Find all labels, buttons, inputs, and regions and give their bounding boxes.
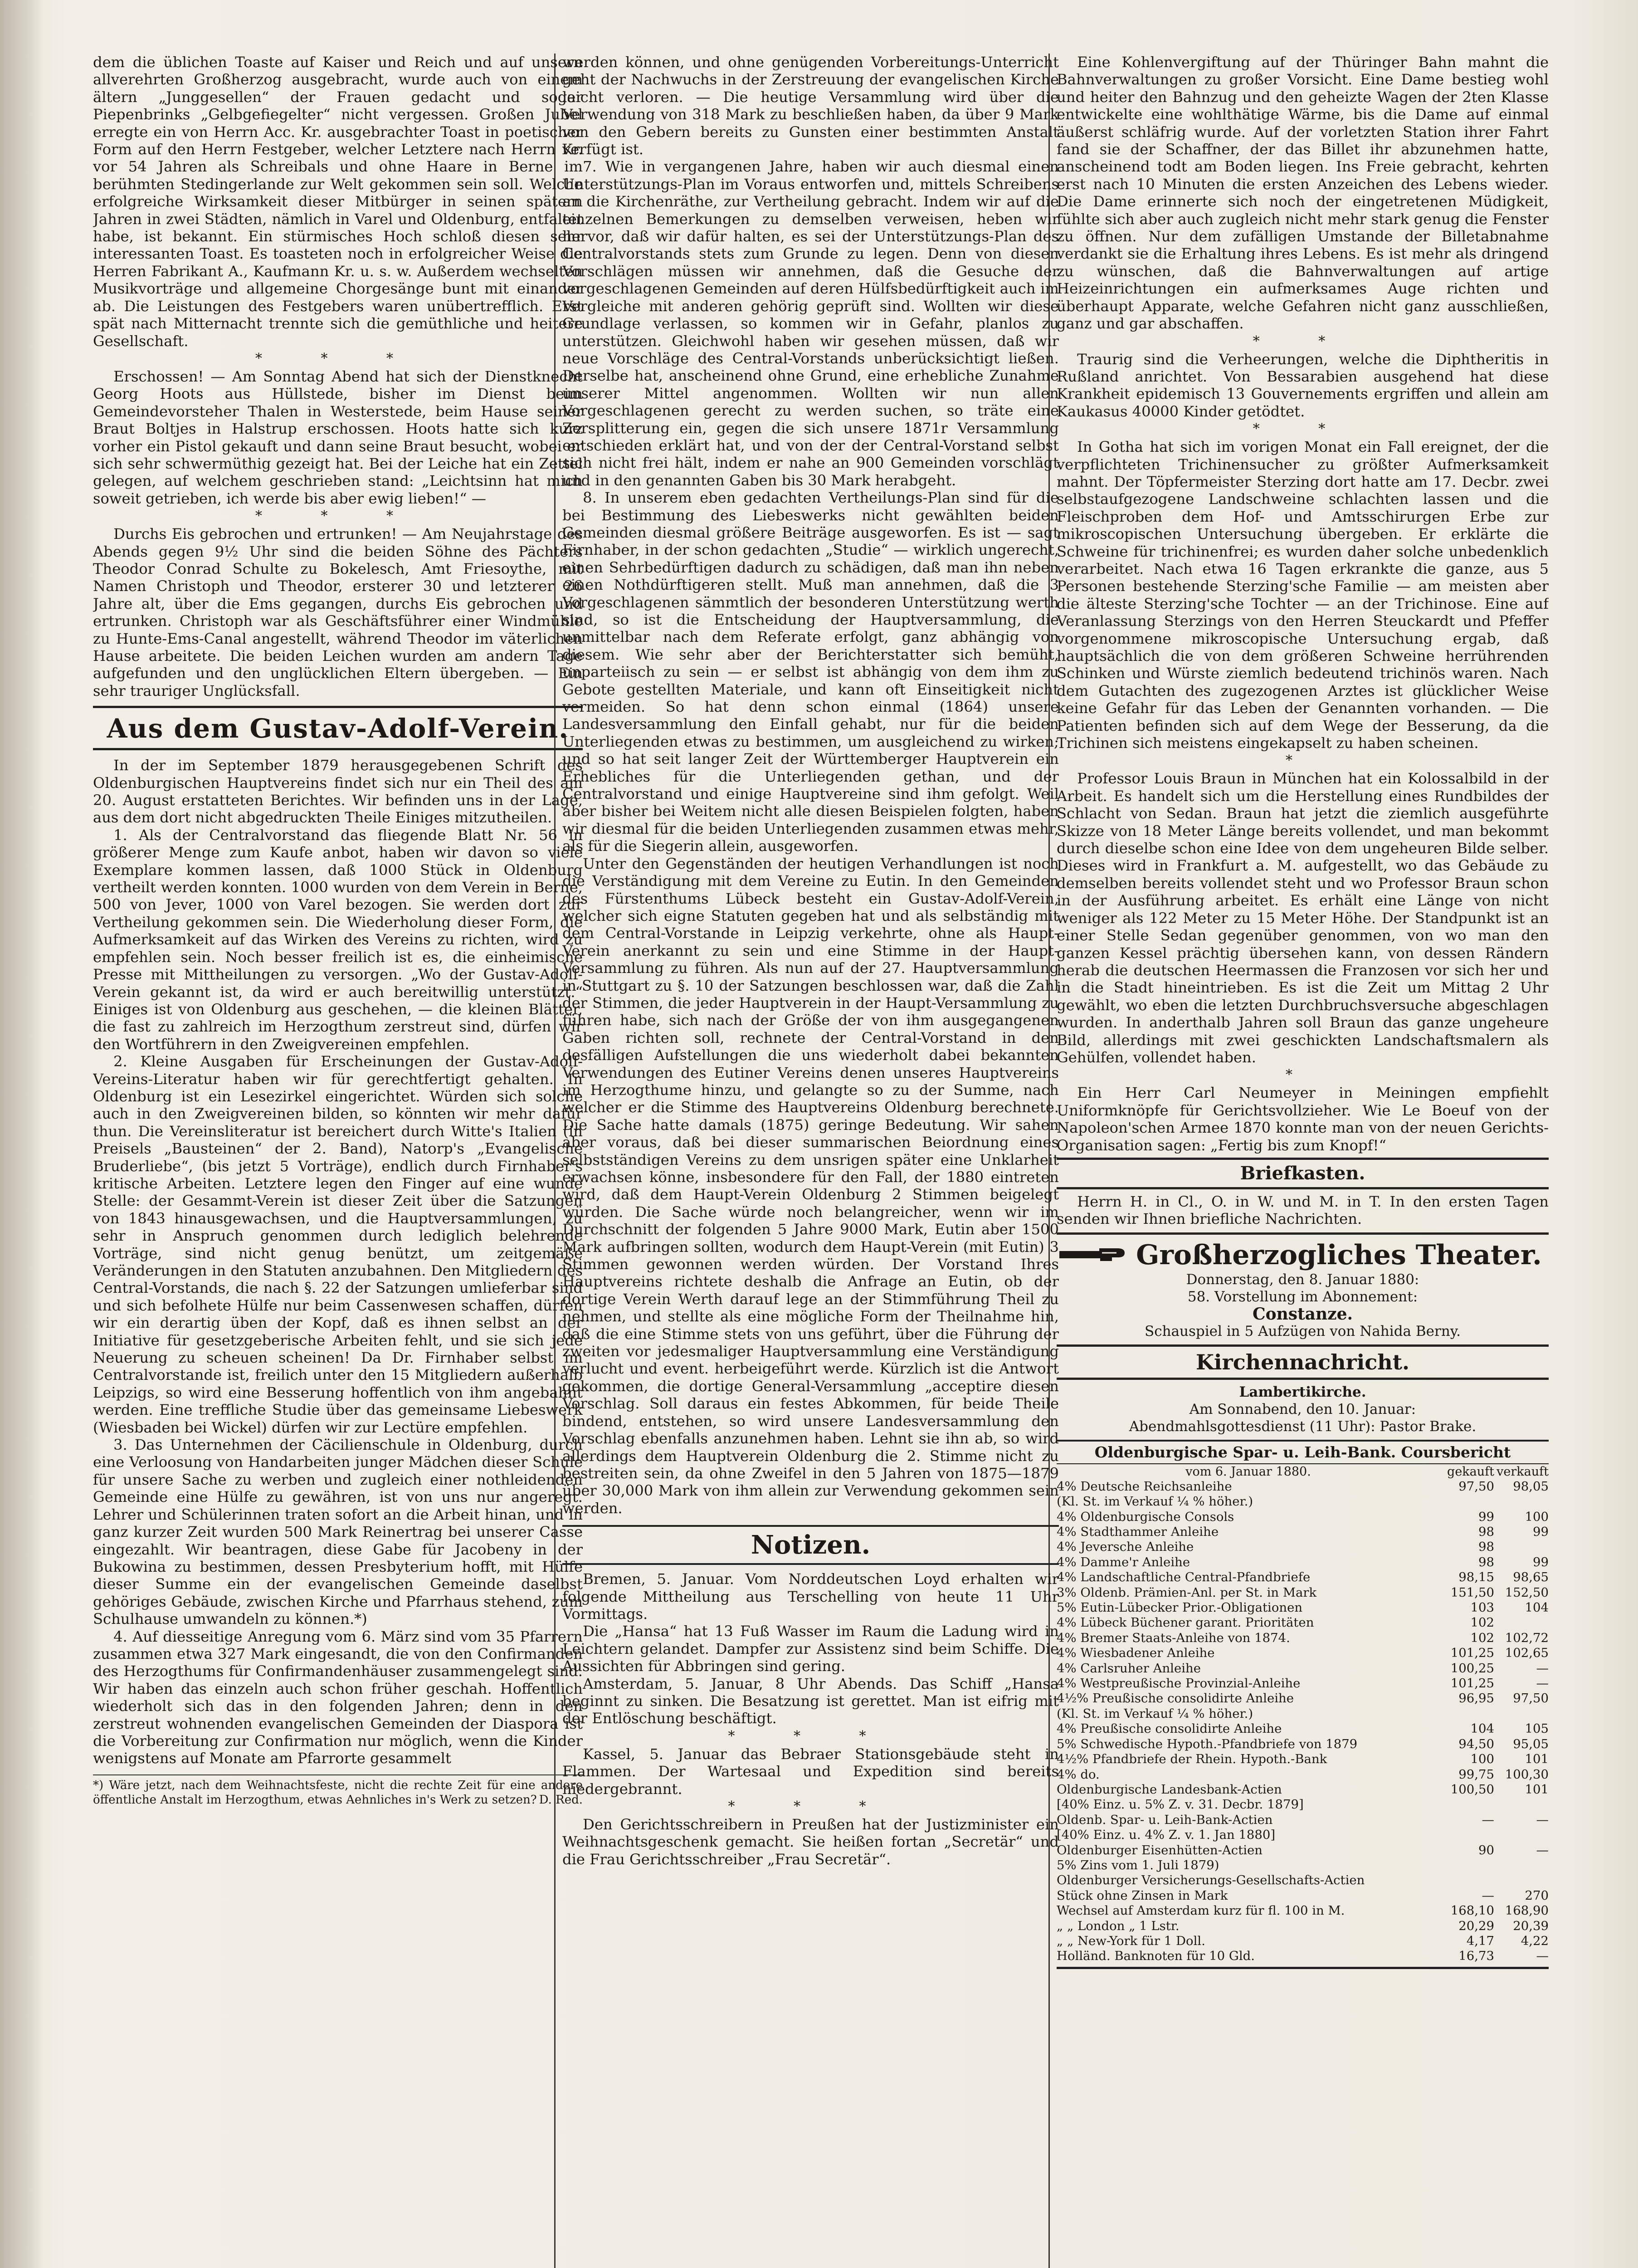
- coursbericht-bought-price: 100: [1470, 1752, 1494, 1767]
- coursbericht-security: (Kl. St. im Verkauf ¼ % höher.): [1057, 1706, 1253, 1721]
- article-kohlenvergiftung: Eine Kohlenvergiftung auf der Thüringer Bahn mahnt die Bahnverwaltungen zu großer Vorsicht. Eine Dame bestieg wohl und heiter den Bahnzug und den geheizte Wagen der 2ten Klasse entwickelte eine wohlthätige Wärme, bis die Dame auf einmal äußerst schläfrig wurde. Auf der vorletzten Station ihrer Fahrt fand sie der Schaffner, der das Billet ihr abzunehmen hatte, anscheinend todt am Boden liegen. Ins Freie gebracht, kehrten erst nach 10 Minuten die ersten Anzeichen des Lebens wieder. Die Dame erinnerte sich noch der eingetretenen Müdigkeit, fühlte sich aber auch zugleich nicht mehr stark genug die Fenster zu öffnen. Nur dem zufälligen Umstande der Billetabnahme verdankt sie die Erhaltung ihres Lebens. Es ist mehr als dringend zu wünschen, daß die Bahnverwaltungen auf artige Heizeinrichtungen ein aufmerksames Auge richten und überhaupt Apparate, welche Gefahren nicht ganz ausschließen, ganz und gar abschaffen.: [1057, 54, 1549, 332]
- coursbericht-row: [1057, 1706, 1549, 1721]
- coursbericht-bought-price: 98,15: [1458, 1570, 1494, 1585]
- kirchen-service: Abendmahlsgottesdienst (11 Uhr): Pastor Brake.: [1129, 1418, 1477, 1435]
- column-middle: [562, 54, 1059, 2268]
- coursbericht-sold-price: 99: [1533, 1554, 1549, 1569]
- coursbericht-row: [1057, 1873, 1549, 1888]
- coursbericht-row: [1057, 1691, 1549, 1706]
- coursbericht-row: [1057, 1797, 1549, 1812]
- coursbericht-bought-price: 98: [1478, 1554, 1494, 1569]
- coursbericht-bought-price: 101,25: [1450, 1676, 1494, 1691]
- coursbericht-security: Oldenb. Spar- u. Leih-Bank-Actien: [1057, 1812, 1273, 1827]
- coursbericht-bought-price: —: [1482, 1812, 1494, 1827]
- coursbericht-row: [1057, 1888, 1549, 1903]
- separator-stars: * * *: [255, 508, 421, 524]
- theater-play-info: Schauspiel in 5 Aufzügen von Nahida Berny.: [1144, 1323, 1461, 1339]
- coursbericht-sold-price: —: [1536, 1949, 1549, 1964]
- coursbericht-sold-price: 102,65: [1505, 1646, 1549, 1661]
- kirchen-date: Am Sonnabend, den 10. Januar:: [1189, 1401, 1416, 1418]
- coursbericht-row: [1057, 1858, 1549, 1873]
- coursbericht-bought-price: 103: [1470, 1600, 1494, 1615]
- coursbericht-row: [1057, 1813, 1549, 1828]
- kirchen-church: Lambertikirche.: [1239, 1383, 1366, 1400]
- coursbericht-security: (Kl. St. im Verkauf ¼ % höher.): [1057, 1494, 1253, 1509]
- coursbericht-bought-price: 151,50: [1450, 1585, 1494, 1600]
- notice-hansa: Die „Hansa“ hat 13 Fuß Wasser im Raum die Ladung wird in Leichtern gelandet. Dampfer zur Assistenz sind beim Schiffe. Die Aussichten für Abbringen sind gering.: [562, 1623, 1059, 1675]
- coursbericht-security: [40% Einz. u. 4% Z. v. 1. Jan 1880]: [1057, 1828, 1276, 1843]
- notice-kassel: Kassel, 5. Januar das Bebraer Stationsgebäude steht in Flammen. Der Wartesaal und Expedition sind bereits niedergebrannt.: [562, 1745, 1059, 1798]
- separator-stars: * * *: [728, 1799, 893, 1814]
- article-paragraph: 4. Auf diesseitige Anregung vom 6. März sind vom 35 Pfarrern zusammen etwa 327 Mark eingesandt, die von den Confirmanden des Herzogthums für Confirmandenhäuser zusammengelegt sind. Wir haben das einzeln auch schon früher geschah. Hoffentlich wiederholt sich das in den folgenden Jahren; denn in den zerstreut wohnenden evangelischen Gemeinden der Diaspora ist die Vorbereitung zur Confirmation nur möglich, wenn die Kinder wenigstens auf Monate am Pfarrorte gesammelt: [93, 1628, 583, 1767]
- coursbericht-row: [1057, 1615, 1549, 1630]
- coursbericht-row: [1057, 1525, 1549, 1540]
- coursbericht-security: Holländ. Banknoten für 10 Gld.: [1057, 1949, 1255, 1964]
- article-erschossen: Erschossen! — Am Sonntag Abend hat sich der Dienstknecht Georg Hoots aus Hüllstede, bisher im Dienst beim Gemeindevorsteher Thalen in Westerstede, beim Hause seiner Braut Boltjes in Halstrup erschossen. Hoots hatte sich kurz vorher ein Pistol gekauft und dann seine Braut besucht, wobei er sich sehr schwermüthig gezeigt hat. Bei der Leiche hat ein Zettel gelegen, auf welchem geschrieben stand: „Leichtsinn hat mich soweit getrieben, ich werde bis aber ewig lieben!“ —: [93, 367, 583, 507]
- coursbericht-security: 4% Carlsruher Anleihe: [1057, 1661, 1201, 1676]
- article-diphtheritis: Traurig sind die Verheerungen, welche die Diphtheritis in Rußland anrichtet. Von Bessarabien ausgehend hat diese Krankheit epidemisch 13 Gouvernements ergriffen und allein am Kaukasus 40000 Kinder getödtet.: [1057, 350, 1549, 420]
- coursbericht-bought-price: 20,29: [1458, 1918, 1494, 1933]
- coursbericht-sold-price: 20,39: [1513, 1918, 1549, 1933]
- notice-amsterdam: Amsterdam, 5. Januar, 8 Uhr Abends. Das Schiff „Hansa beginnt zu sinken. Die Besatzung ist gerettet. Man ist eifrig mit der Entlöschung beschäftigt.: [562, 1675, 1059, 1727]
- coursbericht-row: [1057, 1479, 1549, 1494]
- coursbericht-bought-price: 97,50: [1458, 1479, 1494, 1494]
- theater-announcement: [1057, 1232, 1549, 1340]
- coursbericht-security: „ „ London „ 1 Lstr.: [1057, 1918, 1180, 1933]
- coursbericht-bought-price: 100,25: [1450, 1661, 1494, 1676]
- coursbericht-row: [1057, 1540, 1549, 1554]
- coursbericht-sold-price: 101: [1525, 1752, 1549, 1767]
- coursbericht-row: [1057, 1737, 1549, 1752]
- page-binding-edge: [0, 0, 43, 2268]
- coursbericht-bought-price: 168,10: [1450, 1903, 1494, 1918]
- notizen-heading: Notizen.: [562, 1525, 1059, 1565]
- coursbericht-row: [1057, 1661, 1549, 1676]
- article-uniformknoepfe: Ein Herr Carl Neumeyer in Meiningen empfiehlt Uniformknöpfe für Gerichtsvollzieher. Wie Le Boeuf von der Napoleon'schen Armee 1870 konnte man von der neuen Gerichts-Organisation sagen: „Fertig bis zum Knopf!“: [1057, 1084, 1549, 1154]
- coursbericht-security: „ „ New-York für 1 Doll.: [1057, 1933, 1205, 1948]
- coursbericht-sold-price: [1494, 1828, 1549, 1843]
- coursbericht-row: [1057, 1721, 1549, 1736]
- coursbericht-col-bought: gekauft: [1447, 1464, 1494, 1479]
- coursbericht-bought-price: 4,17: [1466, 1933, 1494, 1948]
- notice-bremen: Bremen, 5. Januar. Vom Norddeutschen Loyd erhalten wir folgende Mittheilung aus Terschelling von heute 11 Uhr Vormittags.: [562, 1570, 1059, 1623]
- coursbericht-bought-price: [1440, 1706, 1494, 1721]
- separator-stars: * * *: [255, 350, 421, 367]
- coursbericht-row: [1057, 1919, 1549, 1934]
- coursbericht-row: [1057, 1782, 1549, 1797]
- coursbericht-security: 4% Bremer Staats-Anleihe von 1874.: [1057, 1630, 1290, 1645]
- coursbericht-row: [1057, 1752, 1549, 1767]
- coursbericht-bought-price: [1440, 1858, 1494, 1873]
- coursbericht-security: Oldenburgische Landesbank-Actien: [1057, 1782, 1282, 1797]
- coursbericht-row: [1057, 1949, 1549, 1964]
- coursbericht-bought-price: [1440, 1828, 1494, 1843]
- coursbericht-sold-price: 95,05: [1513, 1736, 1549, 1751]
- coursbericht-sold-price: [1494, 1797, 1549, 1812]
- coursbericht-sold-price: [1494, 1494, 1549, 1509]
- section-heading: [93, 706, 583, 750]
- coursbericht-row: [1057, 1843, 1549, 1858]
- coursbericht-sold-price: 100,30: [1505, 1767, 1549, 1782]
- column-right: [1057, 54, 1549, 2268]
- coursbericht-col-sold: verkauft: [1497, 1464, 1549, 1479]
- section-heading-text: Aus dem Gustav-Adolf-Verein.: [107, 713, 569, 744]
- coursbericht-row: [1057, 1510, 1549, 1525]
- coursbericht-bought-price: 101,25: [1450, 1646, 1494, 1661]
- coursbericht-table: [1057, 1440, 1549, 1969]
- coursbericht-security: Wechsel auf Amsterdam kurz für fl. 100 in M.: [1057, 1903, 1345, 1918]
- kirchen-heading: Kirchennachricht.: [1057, 1344, 1549, 1380]
- coursbericht-bought-price: 98: [1478, 1540, 1494, 1554]
- coursbericht-security: 5% Zins vom 1. Juli 1879): [1057, 1857, 1219, 1872]
- coursbericht-security: 4% Preußische consolidirte Anleihe: [1057, 1721, 1282, 1736]
- separator-stars: * *: [1253, 421, 1353, 437]
- coursbericht-security: 4% Wiesbadener Anleihe: [1057, 1646, 1215, 1661]
- coursbericht-bought-price: 16,73: [1458, 1949, 1494, 1964]
- coursbericht-sold-price: 102,72: [1505, 1630, 1549, 1645]
- coursbericht-row: [1057, 1903, 1549, 1918]
- coursbericht-sold-price: 152,50: [1505, 1585, 1549, 1600]
- coursbericht-row: [1057, 1767, 1549, 1782]
- coursbericht-sold-price: 168,90: [1505, 1903, 1549, 1918]
- separator-stars: *: [1286, 1067, 1320, 1083]
- coursbericht-sold-price: 105: [1525, 1721, 1549, 1736]
- article-paragraph: In der im September 1879 herausgegebenen Schrift des Oldenburgischen Hauptvereins findet sich nur ein Theil des am 20. August erstatteten Berichtes. Wir befinden uns in der Lage, aus dem dort nicht abgedruckten Theile Einiges mitzutheilen.: [93, 757, 583, 826]
- coursbericht-row: [1057, 1600, 1549, 1615]
- coursbericht-row: [1057, 1646, 1549, 1661]
- coursbericht-security: Oldenburger Versicherungs-Gesellschafts-Actien: [1057, 1873, 1365, 1888]
- coursbericht-sold-price: 98,65: [1513, 1570, 1549, 1585]
- coursbericht-row: [1057, 1631, 1549, 1646]
- coursbericht-security: 4% Jeversche Anleihe: [1057, 1540, 1194, 1554]
- coursbericht-bought-price: 102: [1470, 1615, 1494, 1630]
- coursbericht-rows: [1057, 1479, 1549, 1964]
- article-durchs-eis: Durchs Eis gebrochen und ertrunken! — Am Neujahrstage des Abends gegen 9½ Uhr sind die beiden Söhne des Pächters Theodor Conrad Schulte zu Bokelesch, Amt Friesoythe, mit Namen Christoph und Theodor, ersterer 30 und letzterer 26 Jahre alt, über die Ems gegangen, durchs Eis gebrochen und ertrunken. Christoph war als Geschäftsführer einer Windmühle zu Hunte-Ems-Canal angestellt, während Theodor im väterlichen Hause arbeitete. Die beiden Leichen wurden am andern Tage aufgefunden und den unglücklichen Eltern übergeben. — Ein sehr trauriger Unglücksfall.: [93, 525, 583, 699]
- coursbericht-security: 4% Damme'r Anleihe: [1057, 1554, 1190, 1569]
- article-braun-sedan: Professor Louis Braun in München hat ein Kolossalbild in der Arbeit. Es handelt sich um die Herstellung eines Rundbildes der Schlacht von Sedan. Braun hat jetzt die ziemlich ausgeführte Skizze von 18 Meter Länge bereits vollendet, und man bekommt durch dieselbe schon eine Idee von dem ungeheuren Bilde selber. Dieses wird in Frankfurt a. M. aufgestellt, wo das Gebäude zu demselben bereits vollendet steht und wo Professor Braun schon in der Ausführung arbeitet. Es erhält eine Länge von nicht weniger als 122 Meter zu 15 Meter Höhe. Der Standpunkt ist an einer Stelle Sedan gegenüber genommen, von wo man den ganzen Kessel prächtig übersehen kann, von dessen Rändern herab die deutschen Heermassen die Franzosen vor sich her und in die Stadt hineintrieben. Es ist die Zeit um Mittag 2 Uhr gewählt, wo eben die letzten Durchbruchsversuche abgeschlagen wurden. In anderthalb Jahren soll Braun das ganze ungeheure Bild, allerdings mit zwei geschickten Landschaftsmalern als Gehülfen, vollendet haben.: [1057, 770, 1549, 1066]
- theater-date: Donnerstag, den 8. Januar 1880:: [1186, 1271, 1419, 1288]
- coursbericht-sold-price: 270: [1525, 1888, 1549, 1903]
- coursbericht-security: 4% do.: [1057, 1767, 1100, 1782]
- coursbericht-bought-price: 104: [1470, 1721, 1494, 1736]
- coursbericht-security: 4% Oldenburgische Consols: [1057, 1509, 1234, 1524]
- coursbericht-row: [1057, 1828, 1549, 1843]
- coursbericht-sold-price: —: [1536, 1676, 1549, 1691]
- coursbericht-sold-price: 104: [1525, 1600, 1549, 1615]
- footnote-signature: D. Red.: [539, 1793, 583, 1807]
- coursbericht-row: [1057, 1494, 1549, 1509]
- article-paragraph: 2. Kleine Ausgaben für Erscheinungen der Gustav-Adolf-Vereins-Literatur haben wir für gerechtfertigt gehalten. In Oldenburg ist ein Lesezirkel eingerichtet. Würden sich solche auch in den Zweigvereinen bilden, so könnten wir mehr dafür thun. Die Vereinsliteratur ist bereichert durch Witte's Italien (in Preisels „Bausteinen“ der 2. Band), Natorp's „Evangelische Bruderliebe“, (bis jetzt 5 Vorträge), endlich durch Firnhaber's kritische Arbeiten. Letztere legen den Finger auf eine wunde Stelle: der Gesammt-Verein ist dieser Zeit über die Satzungen von 1843 hinausgewachsen, und die Hauptversammlungen, zu sehr in Anspruch genommen durch lediglich belehrende Vorträge, sind nicht genug benützt, um zeitgemäße Veränderungen in den Statuten anzubahnen. Den Mitgliedern des Central-Vorstands, die nach §. 22 der Satzungen umlieferbar sind und sich befolhete Hülfe nur beim Cassenwesen schaffen, dürfen wir ein derartig üben der Kopf, daß es ihnen selbst an der Initiative für gesetzgeberische Arbeiten fehlt, und sie sich jede Neuerung zu scheuen scheinen! Da Dr. Firnhaber selbst im Centralvorstande ist, freilich unter den 15 Mitgliedern außerhalb Leipzigs, so wird eine Besserung hoffentlich von ihm angebahnt werden. Eine treffliche Studie über das gemeinsame Liebeswerk (Wiesbaden bei Wickel) dürfen wir zur Lectüre empfehlen.: [93, 1053, 583, 1436]
- coursbericht-bought-price: 100,50: [1450, 1782, 1494, 1797]
- coursbericht-sold-price: [1494, 1706, 1549, 1721]
- footnote: [93, 1774, 583, 1807]
- notice-gerichtsschreiber: Den Gerichtsschreibern in Preußen hat der Justizminister ein Weihnachtsgeschenk gemacht. Sie heißen fortan „Secretär“ und die Frau Gerichtsschreiber „Frau Secretär“.: [562, 1816, 1059, 1868]
- briefkasten-heading: Briefkasten.: [1057, 1158, 1549, 1189]
- theater-title: Großherzogliches Theater.: [1136, 1239, 1542, 1271]
- coursbericht-bought-price: 102: [1470, 1630, 1494, 1645]
- coursbericht-sold-price: 101: [1525, 1782, 1549, 1797]
- coursbericht-sold-price: —: [1536, 1843, 1549, 1857]
- coursbericht-security: 4% Deutsche Reichsanleihe: [1057, 1479, 1232, 1494]
- article-trichinen: In Gotha hat sich im vorigen Monat ein Fall ereignet, der die verpflichteten Trichinensucher zu größter Aufmerksamkeit mahnt. Der Töpfermeister Sterzing dort hatte am 17. Decbr. zwei selbstaufgezogene Landschweine schlachten lassen und die Fleischproben dem Hof- und Amtsschirurgen Erbe zur mikroscopischen Untersuchung übergeben. Er erklärte die Schweine für trichinenfrei; es wurden daher solche unbedenklich verarbeitet. Nach etwa 16 Tagen erkrankte die ganze, aus 5 Personen bestehende Sterzing'sche Familie — am meisten aber die älteste Sterzing'sche Tochter — an der Trichinose. Eine auf Veranlassung Sterzings von den Herren Steuckardt und Pfeffer vorgenommene mikroscopische Untersuchung ergab, daß hauptsächlich die von dem größeren Schweine herrührenden Schinken und Würste ziemlich bedeutend trichinös waren. Nach dem Gutachten des zugezogenen Arztes ist glücklicher Weise keine Gefahr für das Leben der Genannten vorhanden. — Die Patienten befinden sich auf dem Wege der Besserung, da die Trichinen sich meistens eingekapselt zu haben scheinen.: [1057, 438, 1549, 752]
- coursbericht-security: 3% Oldenb. Prämien-Anl. per St. in Mark: [1057, 1585, 1317, 1600]
- coursbericht-bought-price: 90: [1478, 1843, 1494, 1857]
- coursbericht-security: 4% Stadthammer Anleihe: [1057, 1525, 1219, 1539]
- article-paragraph: dem die üblichen Toaste auf Kaiser und Reich und auf unsern allverehrten Großherzog ausgebracht, wurde auch von einem ältern „Junggesellen“ der Frauen gedacht und sogar Piepenbrinks „Gelbgefiegelter“ nicht vergessen. Großen Jubel erregte ein von Herrn Acc. Kr. ausgebrachter Toast in poetischer Form auf den Herrn Festgeber, welcher Letztere nach Herrn Kr. vor 54 Jahren als Schreibals und ohne Haare in Berne im berühmten Stedingerlande zur Welt gekommen sein soll. Welche erfolgreiche Wirksamkeit dieser Mitbürger in seinen spätern Jahren in zwei Städten, nämlich in Varel und Oldenburg, entfaltet habe, ist bekannt. Ein stürmisches Hoch schloß diesen sehr interessanten Toast. Es toasteten noch in erfolgreicher Weise die Herren Fabrikant A., Kaufmann Kr. u. s. w. Außerdem wechselten Musikvorträge und allgemeine Chorgesänge bunt mit einander ab. Die Leistungen des Festgebers waren unübertrefflich. Erst spät nach Mitternacht trennte sich die gemüthliche und heitere Gesellschaft.: [93, 54, 583, 350]
- coursbericht-sold-price: [1494, 1615, 1549, 1630]
- coursbericht-row: [1057, 1934, 1549, 1949]
- coursbericht-sold-price: 100: [1525, 1509, 1549, 1524]
- coursbericht-sold-price: 98,05: [1513, 1479, 1549, 1494]
- coursbericht-security: 5% Eutin-Lübecker Prior.-Obligationen: [1057, 1600, 1303, 1615]
- separator-stars: *: [1286, 753, 1320, 769]
- coursbericht-bottom-rule: [1057, 1967, 1549, 1969]
- coursbericht-security: Stück ohne Zinsen in Mark: [1057, 1888, 1228, 1903]
- coursbericht-bought-price: 99: [1478, 1509, 1494, 1524]
- coursbericht-security: 4½% Pfandbriefe der Rhein. Hypoth.-Bank: [1057, 1752, 1327, 1767]
- separator-stars: * *: [1253, 333, 1353, 349]
- article-paragraph: Unter den Gegenständen der heutigen Verhandlungen ist noch die Verständigung mit dem Vereine zu Eutin. In den Gemeinden des Fürstenthums Lübeck besteht ein Gustav-Adolf-Verein, welcher sich eigne Statuten gegeben hat und als selbständig mit dem Central-Vorstande in Leipzig verkehrte, ohne als Haupt-Verein anerkannt zu sein und eine Stimme in der Haupt-Versammlung zu führen. Als nun auf der 27. Hauptversammlung in Stuttgart zu §. 10 der Satzungen beschlossen war, daß die Zahl der Stimmen, die jeder Hauptverein in der Haupt-Versammlung zu führen habe, sich nach der Größe der von ihm ausgegangenen Gaben richten soll, rechnete der Central-Vorstand in den desfälligen Aufstellungen die uns wiederholt dabei bekannten Verwendungen des Eutiner Vereins denen unseres Hauptvereins im Herzogthume hinzu, und gelangte so zu der Summe, nach welcher er die Stimme des Hauptvereins Oldenburg berechnete. Die Sache hatte damals (1875) geringe Bedeutung. Wir sahen aber voraus, daß bei dieser summarischen Beiordnung eines selbstständigen Vereins zu dem unsrigen später eine Unklarheit erwachsen könne, insbesondere für den Fall, der 1880 eintreten wird, daß dem Haupt-Verein Oldenburg 2 Stimmen beigelegt würden. Die Sache würde noch belangreicher, wenn wir im Durchschnitt der folgenden 5 Jahre 9000 Mark, Eutin aber 1500 Mark aufbringen sollten, wodurch dem Haupt-Verein (mit Eutin) 3 Stimmen gewonnen werden würden. Der Vorstand Ihres Hauptvereins richtete deshalb die Anfrage an Eutin, ob der dortige Verein Werth darauf lege an der Stimmführung Theil zu nehmen, und stellte als eine mögliche Form der Theilnahme hin, daß die eine Stimme stets von uns geführt, über die Führung der zweiten vor jedesmaliger Hauptversammlung eine Verständigung verlucht und event. herbeigeführt werde. Kürzlich ist die Antwort gekommen, die dortige General-Versammlung „acceptire diesen Vorschlag. Soll daraus ein festes Abkommen, für beide Theile bindend, entstehen, so wird unsere Landesversammlung den Vorschlag ebenfalls anzunehmen haben. Lehnt sie ihn ab, so wird allerdings dem Hauptverein Oldenburg die 2. Stimme nicht zu bestreiten sein, da ohne Zweifel in den 5 Jahren von 1875—1879 über 30,000 Mark von ihm allein zur Verwendung gekommen sein werden.: [562, 855, 1059, 1517]
- coursbericht-sold-price: —: [1536, 1812, 1549, 1827]
- briefkasten-text: Herrn H. in Cl., O. in W. und M. in T. In den ersten Tagen senden wir Ihnen briefliche Nachrichten.: [1057, 1193, 1549, 1228]
- coursbericht-bought-price: 96,95: [1458, 1691, 1494, 1706]
- coursbericht-bought-price: 99,75: [1458, 1767, 1494, 1782]
- coursbericht-sold-price: 99: [1533, 1525, 1549, 1539]
- column-left: [93, 54, 583, 2268]
- article-paragraph: 7. Wie in vergangenen Jahre, haben wir auch diesmal einen Unterstützungs-Plan im Voraus entworfen und, mittels Schreibens an die Kirchenräthe, zur Vertheilung gebracht. Indem wir auf die einzelnen Bemerkungen zu demselben verweisen, heben wir hervor, daß wir dafür halten, es sei der Unterstützungs-Plan des Centralvorstands stets zum Grunde zu legen. Denn von diesen Vorschlägen müssen wir annehmen, daß die Gesuche der vorgeschlagenen Gemeinden auf deren Hülfsbedürftigkeit auch im Vergleiche mit anderen gehörig geprüft sind. Wollten wir diese Grundlage verlassen, so kommen wir in Gefahr, planlos zu unterstützen. Gleichwohl haben wir gesehen müssen, daß wir neue Vorschläge des Central-Vorstands unberücksichtigt ließen. Derselbe hat, anscheinend ohne Grund, eine erhebliche Zunahme unserer Mittel angenommen. Wollten wir nun allen Vorgeschlagenen gerecht zu werden suchen, so träte eine Zersplitterung ein, gegen die sich unsere 1871r Versammlung entschieden erklärt hat, und von der der Central-Vorstand selbst sich nicht frei hält, indem er nahe an 900 Gemeinden vorschlägt und in den genannten Gaben bis 30 Mark herabgeht.: [562, 158, 1059, 489]
- theater-performance: 58. Vorstellung im Abonnement:: [1187, 1288, 1418, 1305]
- pointing-hand-icon: [1058, 1244, 1126, 1266]
- coursbericht-row: [1057, 1570, 1549, 1585]
- coursbericht-security: 4% Westpreußische Provinzial-Anleihe: [1057, 1676, 1301, 1691]
- coursbericht-security: 4½% Preußische consolidirte Anleihe: [1057, 1691, 1294, 1706]
- coursbericht-security: Oldenburger Eisenhütten-Actien: [1057, 1843, 1263, 1857]
- coursbericht-security: 4% Landschaftliche Central-Pfandbriefe: [1057, 1570, 1311, 1585]
- coursbericht-bought-price: [1440, 1873, 1494, 1888]
- coursbericht-sold-price: 97,50: [1513, 1691, 1549, 1706]
- article-paragraph: 8. In unserem eben gedachten Vertheilungs-Plan sind für die bei Bestimmung des Liebeswerks nicht gewählten beiden Gemeinden diesmal größere Beiträge ausgeworfen. Es ist — sagt Firnhaber, in der schon gedachten „Studie“ — wirklich ungerecht, einen Sehrbedürftigen dadurch zu schädigen, daß man ihn neben einen Nothdürftigeren stellt. Muß man annehmen, daß die 3 Vorgeschlagenen sämmtlich der besonderen Unterstützung werth sind, so ist die Entscheidung der Hauptversammlung, die unmittelbar nach dem Referate erfolgt, ganz abhängig von diesem. Wie sehr aber der Berichterstatter sich bemüht, unparteiisch zu sein — er selbst ist abhängig von dem ihm zu Gebote gestellten Materiale, und kann oft Einseitigkeit nicht vermeiden. So hat denn schon einmal (1864) unsere Landesversammlung den Einfall gehabt, nur für die beiden Unterliegenden etwas zu bestimmen, um ausgleichend zu wirken; und so hat seit langer Zeit der Württemberger Hauptverein ein Erhebliches für die Unterliegenden gethan, und der Centralvorstand und einige Hauptvereine sind ihm gefolgt. Weil aber bisher bei Weitem nicht alle diesen Beispielen folgten, haben wir diesmal für die beiden Unterliegenden zusammen etwas mehr, als für die Siegerin allein, ausgeworfen.: [562, 489, 1059, 855]
- coursbericht-header: [1057, 1464, 1549, 1479]
- coursbericht-sold-price: —: [1536, 1661, 1549, 1676]
- coursbericht-bought-price: —: [1482, 1888, 1494, 1903]
- coursbericht-security: [40% Einz. u. 5% Z. v. 31. Decbr. 1879]: [1057, 1797, 1304, 1812]
- separator-stars: * * *: [728, 1728, 893, 1744]
- footnote-text: *) Wäre jetzt, nach dem Weihnachtsfeste, nicht die rechte Zeit für eine andere öffentliche Anstalt im Herzogthum, etwas Aehnliches in's Werk zu setzen?: [93, 1778, 583, 1807]
- coursbericht-bought-price: 98: [1478, 1525, 1494, 1539]
- coursbericht-sold-price: [1494, 1540, 1549, 1554]
- coursbericht-bought-price: 94,50: [1458, 1736, 1494, 1751]
- coursbericht-title: Oldenburgische Spar- u. Leih-Bank. Coursbericht: [1057, 1440, 1549, 1464]
- coursbericht-security: 5% Schwedische Hypoth.-Pfandbriefe von 1879: [1057, 1736, 1358, 1751]
- coursbericht-date: vom 6. Januar 1880.: [1185, 1464, 1311, 1479]
- coursbericht-row: [1057, 1676, 1549, 1691]
- coursbericht-sold-price: [1494, 1873, 1549, 1888]
- coursbericht-sold-price: [1494, 1858, 1549, 1873]
- coursbericht-row: [1057, 1555, 1549, 1570]
- coursbericht-bought-price: [1440, 1797, 1494, 1812]
- article-paragraph: werden können, und ohne genügenden Vorbereitungs-Unterricht geht der Nachwuchs in der Zerstreuung der evangelischen Kirche leicht verloren. — Die heutige Versammlung wird über die Verwendung von 318 Mark zu beschließen haben, da über 9 Mark von den Gebern bereits zu Gunsten einer bestimmten Anstalt verfügt ist.: [562, 54, 1059, 158]
- coursbericht-bought-price: [1440, 1494, 1494, 1509]
- article-paragraph: 1. Als der Centralvorstand das fliegende Blatt Nr. 56 in größerer Menge zum Kaufe anbot, haben wir davon so viele Exemplare kommen lassen, daß 1000 Stück in Oldenburg vertheilt werden konnten. 1000 wurden von dem Verein in Berne, 500 von Jever, 1000 von Varel bezogen. Sie werden dort zur Vertheilung gekommen sein. Die Wiederholung dieser Form, die Aufmerksamkeit auf das Wirken des Vereins zu richten, wird zu empfehlen sein. Noch besser freilich ist es, die einheimische Presse mit Mittheilungen zu versorgen. „Wo der Gustav-Adolf-Verein gekannt ist, da wird er auch bereitwillig unterstützt.“ Einiges ist von Oldenburg aus geschehen, — die kleinen Blätter, die fast zu zahlreich im Herzogthum zerstreut sind, dürfen wir den Wortführern in den Zweigvereinen empfehlen.: [93, 826, 583, 1053]
- coursbericht-sold-price: 4,22: [1521, 1933, 1549, 1948]
- coursbericht-row: [1057, 1585, 1549, 1600]
- article-paragraph: 3. Das Unternehmen der Cäcilienschule in Oldenburg, durch eine Verloosung von Handarbeiten junger Mädchen dieser Schule für unsere Sache zu werben und zugleich einer nothleidenden Gemeinde eine Hülfe zu gewähren, ist von uns nur angeregt. Lehrer und Schülerinnen traten sofort an die Arbeit hinan, und in ganz kurzer Zeit wurden 500 Mark Reinertrag bei unserer Casse eingezahlt. Wir beantragen, diese Gabe für Jacobeny in der Bukowina zu bestimmen, dessen Presbyterium hofft, mit Hülfe dieser Summe ein der evangelischen Gemeinde daselbst gehöriges Gebäude, zwischen Kirche und Pfarrhaus stehend, zum Schulhause umwandeln zu können.*): [93, 1436, 583, 1628]
- coursbericht-security: 4% Lübeck Büchener garant. Prioritäten: [1057, 1615, 1314, 1630]
- theater-play: Constanze.: [1252, 1304, 1353, 1324]
